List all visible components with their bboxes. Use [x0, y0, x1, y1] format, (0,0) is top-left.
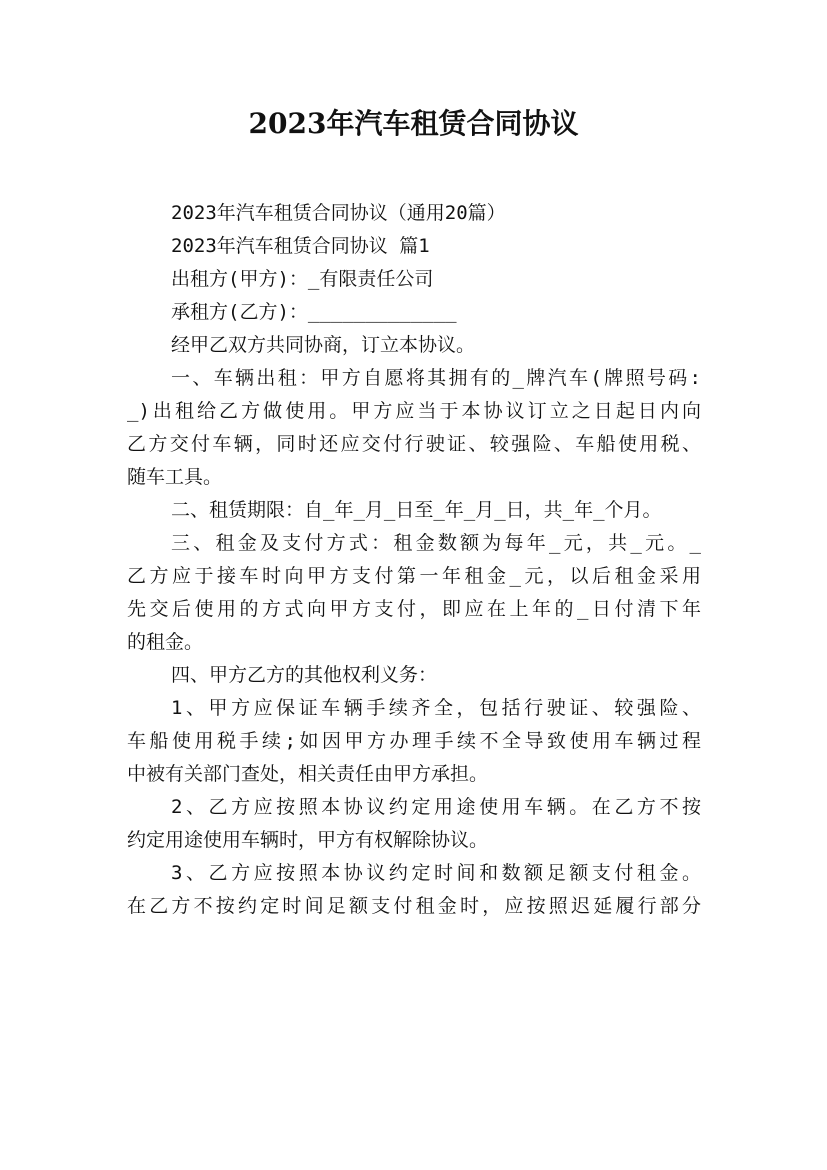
document-line: 在乙方不按约定时间足额支付租金时，应按照迟延履行部分	[127, 895, 701, 917]
document-line: 3、乙方应按照本协议约定时间和数额足额支付租金。	[171, 862, 701, 884]
document-line: _)出租给乙方做使用。甲方应当于本协议订立之日起日内向	[127, 400, 701, 422]
document-line: 中被有关部门查处，相关责任由甲方承担。	[127, 763, 489, 785]
document-line: 约定用途使用车辆时，甲方有权解除协议。	[127, 829, 489, 851]
document-line: 2、乙方应按照本协议约定用途使用车辆。在乙方不按	[171, 796, 701, 818]
document-body	[127, 197, 701, 923]
document-line: 随车工具。	[127, 466, 223, 488]
document-line: 经甲乙双方共同协商，订立本协议。	[171, 334, 476, 356]
document-line: 承租方(乙方)：_____________	[171, 301, 457, 323]
document-line: 的租金。	[127, 631, 204, 653]
document-line: 2023年汽车租赁合同协议 篇1	[171, 235, 430, 257]
document-line: 2023年汽车租赁合同协议（通用20篇）	[171, 202, 506, 224]
document-line: 四、甲方乙方的其他权利义务：	[171, 664, 438, 686]
document-line: 出租方(甲方)：_有限责任公司	[171, 268, 434, 290]
document-line: 二、租赁期限：自_年_月_日至_年_月_日，共_年_个月。	[171, 499, 662, 521]
document-line: 1、甲方应保证车辆手续齐全，包括行驶证、较强险、	[171, 697, 701, 719]
document-line: 乙方交付车辆，同时还应交付行驶证、较强险、车船使用税、	[127, 433, 701, 455]
document-line: 乙方应于接车时向甲方支付第一年租金_元，以后租金采用	[127, 565, 701, 587]
document-line: 先交后使用的方式向甲方支付，即应在上年的_日付清下年	[127, 598, 701, 620]
document-line: 车船使用税手续;如因甲方办理手续不全导致使用车辆过程	[127, 730, 701, 752]
document-title: 2023年汽车租赁合同协议	[248, 107, 579, 140]
document-line: 一、车辆出租：甲方自愿将其拥有的_牌汽车(牌照号码:	[171, 367, 701, 389]
document-line: 三、租金及支付方式：租金数额为每年_元，共_元。_	[171, 532, 701, 554]
